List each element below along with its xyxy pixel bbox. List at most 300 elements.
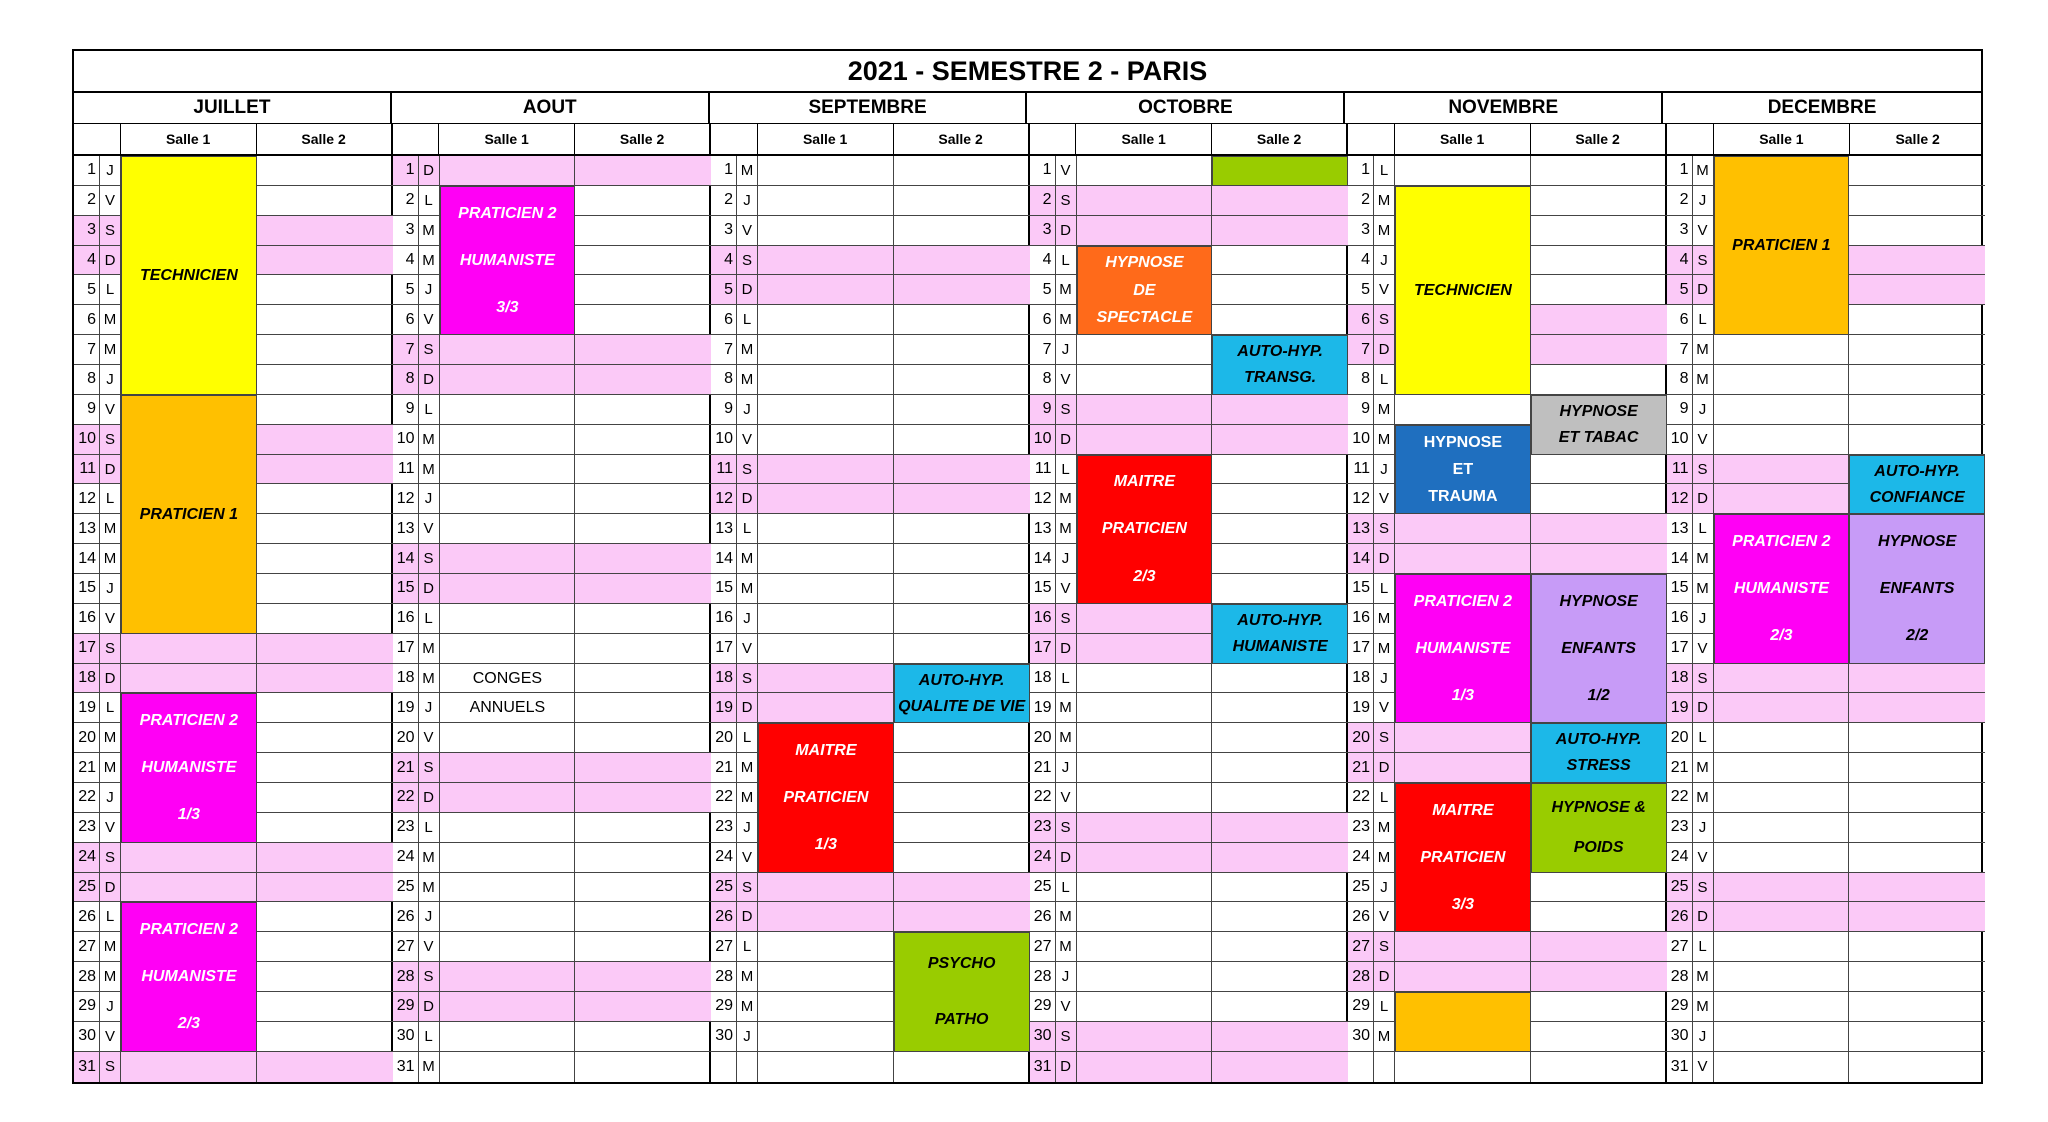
salle2-cell[interactable] <box>575 604 711 634</box>
salle1-cell[interactable] <box>121 843 257 873</box>
salle1-cell[interactable] <box>1714 395 1850 425</box>
salle2-cell[interactable] <box>1849 783 1985 813</box>
salle1-cell[interactable] <box>1077 425 1213 455</box>
salle1-cell[interactable] <box>758 365 894 395</box>
salle2-cell[interactable] <box>575 156 711 186</box>
salle1-cell[interactable] <box>1395 932 1531 962</box>
salle2-cell[interactable] <box>575 753 711 783</box>
salle2-cell[interactable] <box>1531 305 1667 335</box>
salle2-cell[interactable] <box>1849 1052 1985 1082</box>
salle2-cell[interactable] <box>257 186 393 216</box>
salle2-cell[interactable] <box>1849 246 1985 276</box>
salle1-cell[interactable] <box>1395 962 1531 992</box>
salle2-cell[interactable] <box>257 783 393 813</box>
salle2-cell[interactable] <box>1849 425 1985 455</box>
salle1-cell[interactable] <box>758 275 894 305</box>
salle2-cell[interactable] <box>257 843 393 873</box>
salle1-cell[interactable] <box>1077 634 1213 664</box>
salle1-cell[interactable] <box>1077 604 1213 634</box>
salle2-cell[interactable] <box>894 305 1030 335</box>
salle2-cell[interactable] <box>1531 484 1667 514</box>
salle2-cell[interactable] <box>1212 216 1348 246</box>
salle1-cell[interactable] <box>1077 992 1213 1022</box>
salle1-cell[interactable] <box>758 962 894 992</box>
salle1-cell[interactable] <box>1077 843 1213 873</box>
salle2-cell[interactable] <box>1849 664 1985 694</box>
salle2-cell[interactable] <box>1531 514 1667 544</box>
day-number: 16 <box>1030 604 1056 634</box>
salle1-cell[interactable] <box>1395 753 1531 783</box>
salle1-cell[interactable] <box>440 1022 576 1052</box>
salle1-cell[interactable] <box>1077 753 1213 783</box>
salle2-cell[interactable] <box>894 365 1030 395</box>
salle2-cell[interactable] <box>894 425 1030 455</box>
salle2-cell[interactable] <box>257 395 393 425</box>
salle1-cell[interactable] <box>440 992 576 1022</box>
salle2-cell[interactable] <box>1212 395 1348 425</box>
salle1-cell[interactable] <box>121 664 257 694</box>
salle2-cell[interactable] <box>1212 873 1348 903</box>
salle2-cell[interactable] <box>1849 843 1985 873</box>
salle2-cell[interactable] <box>1849 693 1985 723</box>
salle2-cell[interactable] <box>1212 484 1348 514</box>
salle2-cell[interactable] <box>257 693 393 723</box>
salle2-cell[interactable] <box>1531 962 1667 992</box>
salle2-cell[interactable] <box>257 723 393 753</box>
salle2-cell[interactable] <box>1531 544 1667 574</box>
salle2-cell[interactable] <box>1531 455 1667 485</box>
salle1-cell[interactable] <box>440 873 576 903</box>
salle1-cell[interactable] <box>1395 156 1531 186</box>
event-block[interactable] <box>1531 574 1667 723</box>
day-of-week: S <box>100 425 121 455</box>
salle2-cell[interactable] <box>1849 962 1985 992</box>
salle2-cell[interactable] <box>1531 873 1667 903</box>
salle2-cell[interactable] <box>1212 783 1348 813</box>
salle1-cell[interactable] <box>1714 723 1850 753</box>
salle1-cell[interactable] <box>1077 395 1213 425</box>
salle2-cell[interactable] <box>1849 395 1985 425</box>
salle1-cell[interactable] <box>440 335 576 365</box>
salle2-cell[interactable] <box>1212 1022 1348 1052</box>
salle2-cell[interactable] <box>257 604 393 634</box>
salle1-cell[interactable] <box>1714 1022 1850 1052</box>
event-block[interactable] <box>1714 514 1850 663</box>
salle2-cell[interactable] <box>894 544 1030 574</box>
salle2-cell[interactable] <box>257 1022 393 1052</box>
event-block[interactable] <box>1212 604 1348 664</box>
salle2-cell[interactable] <box>894 156 1030 186</box>
salle1-cell[interactable] <box>440 753 576 783</box>
event-block[interactable] <box>1395 992 1531 1052</box>
salle2-cell[interactable] <box>1212 425 1348 455</box>
salle2-cell[interactable] <box>575 723 711 753</box>
salle2-cell[interactable] <box>1212 753 1348 783</box>
salle1-cell[interactable] <box>1714 664 1850 694</box>
salle1-cell[interactable] <box>1077 1022 1213 1052</box>
salle2-cell[interactable] <box>257 1052 393 1082</box>
salle1-cell[interactable] <box>1077 335 1213 365</box>
salle2-cell[interactable] <box>575 395 711 425</box>
event-block[interactable] <box>1077 246 1213 336</box>
salle1-cell[interactable] <box>758 395 894 425</box>
salle2-cell[interactable] <box>894 395 1030 425</box>
salle2-cell[interactable] <box>1212 932 1348 962</box>
salle1-cell[interactable] <box>758 693 894 723</box>
salle1-cell[interactable] <box>1395 544 1531 574</box>
salle1-cell[interactable] <box>440 902 576 932</box>
salle2-cell[interactable] <box>575 574 711 604</box>
salle1-cell[interactable] <box>440 843 576 873</box>
salle2-cell[interactable] <box>575 275 711 305</box>
day-number: 15 <box>74 574 100 604</box>
salle1-cell[interactable] <box>1714 932 1850 962</box>
salle2-cell[interactable] <box>1531 216 1667 246</box>
salle1-cell[interactable] <box>440 455 576 485</box>
salle1-cell[interactable] <box>1714 365 1850 395</box>
salle2-cell[interactable] <box>1212 902 1348 932</box>
salle2-cell[interactable] <box>575 365 711 395</box>
event-block[interactable] <box>758 723 894 872</box>
event-block[interactable] <box>1395 574 1531 723</box>
salle1-cell[interactable] <box>1077 693 1213 723</box>
salle2-cell[interactable] <box>894 873 1030 903</box>
salle1-cell[interactable] <box>1077 1052 1213 1082</box>
salle1-cell[interactable] <box>1714 753 1850 783</box>
salle2-cell[interactable] <box>575 992 711 1022</box>
salle2-cell[interactable] <box>1849 156 1985 186</box>
salle1-cell[interactable] <box>758 902 894 932</box>
salle2-cell[interactable] <box>257 544 393 574</box>
salle2-cell[interactable] <box>575 813 711 843</box>
salle2-cell[interactable] <box>1212 664 1348 694</box>
event-block[interactable] <box>121 156 257 395</box>
salle2-cell[interactable] <box>1212 246 1348 276</box>
salle1-cell[interactable] <box>758 186 894 216</box>
salle2-cell[interactable] <box>257 335 393 365</box>
salle1-cell[interactable] <box>1714 693 1850 723</box>
salle2-cell[interactable] <box>575 634 711 664</box>
salle2-cell[interactable] <box>1212 723 1348 753</box>
day-of-week: J <box>100 365 121 395</box>
room-header: Salle 1 <box>1759 131 1804 147</box>
salle2-cell[interactable] <box>894 216 1030 246</box>
event-block[interactable] <box>894 932 1030 1051</box>
salle2-cell[interactable] <box>894 514 1030 544</box>
salle2-cell[interactable] <box>257 365 393 395</box>
salle2-cell[interactable] <box>257 514 393 544</box>
salle2-cell[interactable] <box>257 305 393 335</box>
salle2-cell[interactable] <box>894 753 1030 783</box>
event-block[interactable] <box>1395 186 1531 395</box>
salle1-cell[interactable] <box>1714 873 1850 903</box>
salle1-cell[interactable] <box>121 1052 257 1082</box>
event-block[interactable] <box>1849 514 1985 663</box>
salle1-cell[interactable] <box>758 305 894 335</box>
salle1-cell[interactable] <box>440 634 576 664</box>
day-number: 30 <box>1348 1022 1374 1052</box>
salle1-cell[interactable] <box>121 634 257 664</box>
salle2-cell[interactable] <box>894 275 1030 305</box>
salle2-cell[interactable] <box>575 1022 711 1052</box>
salle1-cell[interactable] <box>1077 156 1213 186</box>
salle1-cell[interactable] <box>1714 843 1850 873</box>
salle2-cell[interactable] <box>257 992 393 1022</box>
event-block[interactable] <box>1212 156 1348 186</box>
event-block[interactable] <box>1531 395 1667 455</box>
salle2-cell[interactable] <box>257 574 393 604</box>
event-block[interactable] <box>121 395 257 634</box>
salle2-cell[interactable] <box>1849 216 1985 246</box>
salle2-cell[interactable] <box>894 574 1030 604</box>
salle2-cell[interactable] <box>257 216 393 246</box>
salle2-cell[interactable] <box>894 455 1030 485</box>
salle1-cell[interactable] <box>1077 962 1213 992</box>
salle1-cell[interactable] <box>440 484 576 514</box>
salle1-cell[interactable] <box>758 484 894 514</box>
salle1-cell[interactable] <box>758 246 894 276</box>
salle2-cell[interactable] <box>1849 275 1985 305</box>
salle2-cell[interactable] <box>1849 932 1985 962</box>
day-of-week: L <box>1374 365 1395 395</box>
salle2-cell[interactable] <box>1212 992 1348 1022</box>
salle2-cell[interactable] <box>257 664 393 694</box>
event-block[interactable] <box>1395 783 1531 932</box>
salle2-cell[interactable] <box>257 246 393 276</box>
event-block[interactable] <box>1531 783 1667 873</box>
salle1-cell[interactable] <box>121 873 257 903</box>
salle1-cell[interactable] <box>1077 186 1213 216</box>
salle2-cell[interactable] <box>1849 305 1985 335</box>
salle1-cell[interactable] <box>758 455 894 485</box>
salle2-cell[interactable] <box>1849 992 1985 1022</box>
salle1-cell[interactable] <box>1077 932 1213 962</box>
salle1-cell[interactable] <box>758 216 894 246</box>
salle2-cell[interactable] <box>1849 186 1985 216</box>
salle2-cell[interactable] <box>1531 246 1667 276</box>
salle1-cell[interactable] <box>1714 902 1850 932</box>
salle1-cell[interactable] <box>440 365 576 395</box>
salle1-cell[interactable] <box>440 514 576 544</box>
salle2-cell[interactable] <box>257 902 393 932</box>
salle1-cell[interactable] <box>758 514 894 544</box>
salle1-cell[interactable] <box>758 634 894 664</box>
salle2-cell[interactable] <box>1212 962 1348 992</box>
salle2-cell[interactable] <box>575 246 711 276</box>
salle2-cell[interactable] <box>1531 335 1667 365</box>
salle1-cell[interactable] <box>1395 395 1531 425</box>
salle1-cell[interactable] <box>758 544 894 574</box>
salle2-cell[interactable] <box>1531 992 1667 1022</box>
salle1-cell[interactable] <box>758 1052 894 1082</box>
salle1-cell[interactable] <box>758 1022 894 1052</box>
salle2-cell[interactable] <box>1212 544 1348 574</box>
salle2-cell[interactable] <box>575 455 711 485</box>
salle1-cell[interactable] <box>758 873 894 903</box>
salle1-cell[interactable] <box>1077 783 1213 813</box>
salle1-cell[interactable] <box>440 723 576 753</box>
salle2-cell[interactable] <box>575 484 711 514</box>
salle1-cell[interactable] <box>1077 216 1213 246</box>
salle1-cell[interactable] <box>1714 335 1850 365</box>
salle1-cell[interactable] <box>440 1052 576 1082</box>
salle2-cell[interactable] <box>1531 1052 1667 1082</box>
event-block[interactable] <box>1714 156 1850 335</box>
salle2-cell[interactable] <box>575 962 711 992</box>
salle1-cell[interactable] <box>440 574 576 604</box>
salle2-cell[interactable] <box>1212 1052 1348 1082</box>
salle2-cell[interactable] <box>575 216 711 246</box>
salle1-cell[interactable] <box>758 932 894 962</box>
salle1-cell[interactable] <box>1395 514 1531 544</box>
event-block[interactable] <box>121 693 257 842</box>
salle1-cell[interactable] <box>1077 813 1213 843</box>
salle1-cell[interactable] <box>1714 425 1850 455</box>
salle2-cell[interactable] <box>257 425 393 455</box>
salle2-cell[interactable] <box>575 425 711 455</box>
salle1-cell[interactable] <box>440 544 576 574</box>
salle2-cell[interactable] <box>257 753 393 783</box>
salle2-cell[interactable] <box>1212 275 1348 305</box>
salle2-cell[interactable] <box>894 186 1030 216</box>
salle1-cell[interactable] <box>440 425 576 455</box>
salle1-cell[interactable] <box>1714 484 1850 514</box>
salle2-cell[interactable] <box>1849 335 1985 365</box>
salle2-cell[interactable] <box>257 932 393 962</box>
salle2-cell[interactable] <box>1531 156 1667 186</box>
event-block[interactable] <box>1212 335 1348 395</box>
salle1-cell[interactable] <box>758 992 894 1022</box>
salle2-cell[interactable] <box>1212 186 1348 216</box>
salle2-cell[interactable] <box>575 902 711 932</box>
salle2-cell[interactable] <box>575 783 711 813</box>
salle2-cell[interactable] <box>1212 693 1348 723</box>
salle2-cell[interactable] <box>894 813 1030 843</box>
event-block[interactable] <box>121 902 257 1051</box>
day-of-week: M <box>1693 574 1714 604</box>
salle1-cell[interactable] <box>440 395 576 425</box>
salle2-cell[interactable] <box>575 544 711 574</box>
salle2-cell[interactable] <box>257 484 393 514</box>
salle2-cell[interactable] <box>1849 873 1985 903</box>
salle1-cell[interactable] <box>440 962 576 992</box>
salle2-cell[interactable] <box>1849 813 1985 843</box>
salle2-cell[interactable] <box>575 186 711 216</box>
salle1-cell[interactable] <box>758 425 894 455</box>
day-number: 25 <box>1030 873 1056 903</box>
salle1-cell[interactable] <box>1395 1052 1531 1082</box>
salle2-cell[interactable] <box>257 156 393 186</box>
salle2-cell[interactable] <box>1212 514 1348 544</box>
salle2-cell[interactable] <box>575 514 711 544</box>
salle1-cell[interactable] <box>1714 455 1850 485</box>
salle2-cell[interactable] <box>575 873 711 903</box>
salle2-cell[interactable] <box>575 843 711 873</box>
salle2-cell[interactable] <box>1212 305 1348 335</box>
salle2-cell[interactable] <box>894 484 1030 514</box>
salle2-cell[interactable] <box>257 962 393 992</box>
salle1-cell[interactable] <box>1077 365 1213 395</box>
salle2-cell[interactable] <box>257 275 393 305</box>
salle1-cell[interactable] <box>1714 992 1850 1022</box>
event-block[interactable] <box>1849 455 1985 515</box>
salle2-cell[interactable] <box>1212 813 1348 843</box>
salle1-cell[interactable] <box>758 156 894 186</box>
salle1-cell[interactable] <box>440 783 576 813</box>
salle2-cell[interactable] <box>894 1052 1030 1082</box>
salle2-cell[interactable] <box>894 783 1030 813</box>
salle2-cell[interactable] <box>1531 365 1667 395</box>
salle2-cell[interactable] <box>575 932 711 962</box>
salle2-cell[interactable] <box>1531 902 1667 932</box>
event-block[interactable] <box>1077 455 1213 604</box>
salle2-cell[interactable] <box>1212 574 1348 604</box>
salle1-cell[interactable] <box>1077 664 1213 694</box>
salle1-cell[interactable] <box>1077 873 1213 903</box>
salle2-cell[interactable] <box>894 335 1030 365</box>
salle2-cell[interactable] <box>894 634 1030 664</box>
salle2-cell[interactable] <box>1212 455 1348 485</box>
salle1-cell[interactable] <box>1714 783 1850 813</box>
salle2-cell[interactable] <box>1849 365 1985 395</box>
salle2-cell[interactable] <box>257 873 393 903</box>
event-block[interactable] <box>1395 425 1531 515</box>
event-block[interactable] <box>440 186 576 335</box>
event-block[interactable] <box>1531 723 1667 783</box>
salle2-cell[interactable] <box>1212 843 1348 873</box>
event-block[interactable] <box>894 664 1030 724</box>
salle1-cell[interactable] <box>440 156 576 186</box>
salle2-cell[interactable] <box>1849 723 1985 753</box>
salle1-cell[interactable] <box>758 604 894 634</box>
salle2-cell[interactable] <box>894 902 1030 932</box>
salle2-cell[interactable] <box>894 843 1030 873</box>
salle2-cell[interactable] <box>575 664 711 694</box>
salle2-cell[interactable] <box>1849 753 1985 783</box>
salle1-cell[interactable] <box>1077 723 1213 753</box>
salle1-cell[interactable] <box>758 574 894 604</box>
salle2-cell[interactable] <box>894 604 1030 634</box>
day-number: 10 <box>1667 425 1693 455</box>
salle1-cell[interactable] <box>1395 723 1531 753</box>
salle1-cell[interactable] <box>1077 902 1213 932</box>
salle1-cell[interactable] <box>758 664 894 694</box>
salle2-cell[interactable] <box>1531 1022 1667 1052</box>
salle2-cell[interactable] <box>1531 186 1667 216</box>
day-of-week: D <box>100 664 121 694</box>
salle2-cell[interactable] <box>575 693 711 723</box>
salle1-cell[interactable] <box>440 604 576 634</box>
salle2-cell[interactable] <box>257 634 393 664</box>
salle1-cell[interactable] <box>758 335 894 365</box>
salle2-cell[interactable] <box>575 335 711 365</box>
salle2-cell[interactable] <box>575 1052 711 1082</box>
salle2-cell[interactable] <box>257 813 393 843</box>
salle2-cell[interactable] <box>1849 1022 1985 1052</box>
salle2-cell[interactable] <box>894 246 1030 276</box>
salle2-cell[interactable] <box>894 723 1030 753</box>
salle2-cell[interactable] <box>1531 932 1667 962</box>
salle1-cell[interactable] <box>1714 962 1850 992</box>
salle2-cell[interactable] <box>1849 902 1985 932</box>
salle1-cell[interactable] <box>1714 813 1850 843</box>
salle2-cell[interactable] <box>257 455 393 485</box>
salle2-cell[interactable] <box>1531 275 1667 305</box>
salle2-cell[interactable] <box>575 305 711 335</box>
salle1-cell[interactable] <box>1714 1052 1850 1082</box>
salle1-cell[interactable] <box>440 932 576 962</box>
salle1-cell[interactable] <box>440 813 576 843</box>
